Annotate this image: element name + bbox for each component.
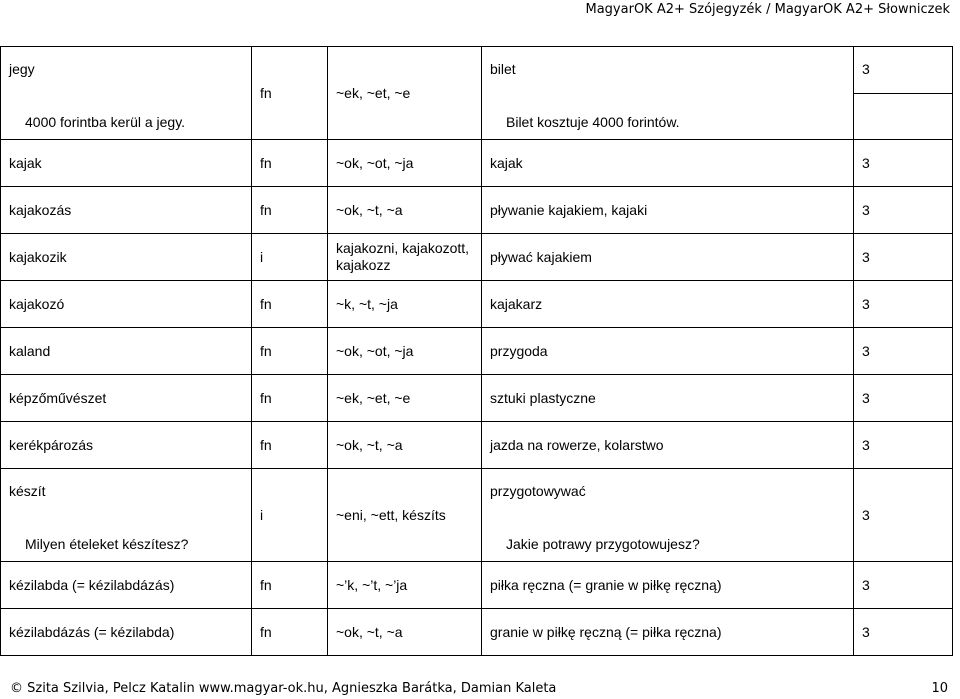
forms-cell: ~ok, ~t, ~a — [328, 609, 482, 656]
level-cell: 3 — [854, 469, 953, 562]
forms-cell: ~’k, ~’t, ~’ja — [328, 562, 482, 609]
pos-cell: fn — [252, 562, 328, 609]
translation-cell: pływanie kajakiem, kajaki — [482, 187, 854, 234]
level-cell: 3 — [854, 375, 953, 422]
table-row — [1, 422, 953, 469]
translation-cell: kajak — [482, 140, 854, 187]
table-row — [1, 140, 953, 187]
forms-cell: ~ok, ~t, ~a — [328, 187, 482, 234]
word-cell: kajakozás — [1, 187, 252, 234]
translation-cell: przygoda — [482, 328, 854, 375]
cell-divider — [854, 93, 952, 94]
pos-cell: i — [252, 234, 328, 281]
word-cell: kaland — [1, 328, 252, 375]
word-cell: kézilabdázás (= kézilabda) — [1, 609, 252, 656]
word-cell: kajakozik — [1, 234, 252, 281]
word-cell: kerékpározás — [1, 422, 252, 469]
table-row — [1, 609, 953, 656]
word-cell: kajak — [1, 140, 252, 187]
table-row — [1, 328, 953, 375]
pos-cell: fn — [252, 609, 328, 656]
word-cell: kajakozó — [1, 281, 252, 328]
forms-cell: ~ek, ~et, ~e — [328, 375, 482, 422]
translation-cell: granie w piłkę ręczną (= piłka ręczna) — [482, 609, 854, 656]
page-number: 10 — [931, 681, 948, 696]
word: jegy — [9, 61, 35, 77]
pos-cell: fn — [252, 375, 328, 422]
forms-cell: ~ok, ~ot, ~ja — [328, 328, 482, 375]
table-row — [1, 187, 953, 234]
word: készít — [9, 483, 46, 499]
table-row — [1, 469, 953, 562]
table-row — [1, 375, 953, 422]
translation-example: Jakie potrawy przygotowujesz? — [506, 536, 700, 552]
forms-cell: ~eni, ~ett, készíts — [328, 469, 482, 562]
pos-cell: fn — [252, 140, 328, 187]
page-footer — [0, 678, 960, 699]
word-cell: kézilabda (= kézilabdázás) — [1, 562, 252, 609]
translation-cell: sztuki plastyczne — [482, 375, 854, 422]
table-row — [1, 281, 953, 328]
level-cell — [854, 47, 953, 140]
translation-cell: jazda na rowerze, kolarstwo — [482, 422, 854, 469]
level-cell: 3 — [854, 187, 953, 234]
forms-cell: ~ok, ~ot, ~ja — [328, 140, 482, 187]
pos-cell: fn — [252, 281, 328, 328]
translation-cell — [482, 469, 854, 562]
pos-cell: i — [252, 469, 328, 562]
translation-cell — [482, 47, 854, 140]
word-cell — [1, 469, 252, 562]
level-cell: 3 — [854, 328, 953, 375]
table-row — [1, 562, 953, 609]
translation: przygotowywać — [490, 483, 586, 499]
page-header: MagyarOK A2+ Szójegyzék / MagyarOK A2+ Słowniczek — [585, 2, 950, 17]
example-sentence: Milyen ételeket készítesz? — [25, 536, 189, 552]
pos-cell: fn — [252, 328, 328, 375]
pos-cell: fn — [252, 187, 328, 234]
pos-cell: fn — [252, 422, 328, 469]
translation-cell: pływać kajakiem — [482, 234, 854, 281]
level-cell: 3 — [854, 234, 953, 281]
table-row — [1, 234, 953, 281]
translation-cell: piłka ręczna (= granie w piłkę ręczną) — [482, 562, 854, 609]
level-cell: 3 — [854, 609, 953, 656]
word-cell: képzőművészet — [1, 375, 252, 422]
translation: bilet — [490, 61, 516, 77]
forms-cell: ~k, ~t, ~ja — [328, 281, 482, 328]
footer-credits: © Szita Szilvia, Pelcz Katalin www.magyar-ok.hu, Agnieszka Barátka, Damian Kaleta — [10, 681, 557, 696]
level-cell: 3 — [854, 422, 953, 469]
translation-example: Bilet kosztuje 4000 forintów. — [506, 114, 680, 130]
level-cell: 3 — [854, 562, 953, 609]
translation-cell: kajakarz — [482, 281, 854, 328]
table-row — [1, 47, 953, 140]
vocabulary-table — [0, 46, 953, 656]
level-cell: 3 — [854, 140, 953, 187]
word-cell — [1, 47, 252, 140]
forms-cell: kajakozni, kajakozott, kajakozz — [328, 234, 482, 281]
level-cell: 3 — [854, 281, 953, 328]
forms-cell: ~ok, ~t, ~a — [328, 422, 482, 469]
level: 3 — [862, 61, 870, 77]
forms-cell: ~ek, ~et, ~e — [328, 47, 482, 140]
example-sentence: 4000 forintba kerül a jegy. — [25, 114, 186, 130]
pos-cell: fn — [252, 47, 328, 140]
